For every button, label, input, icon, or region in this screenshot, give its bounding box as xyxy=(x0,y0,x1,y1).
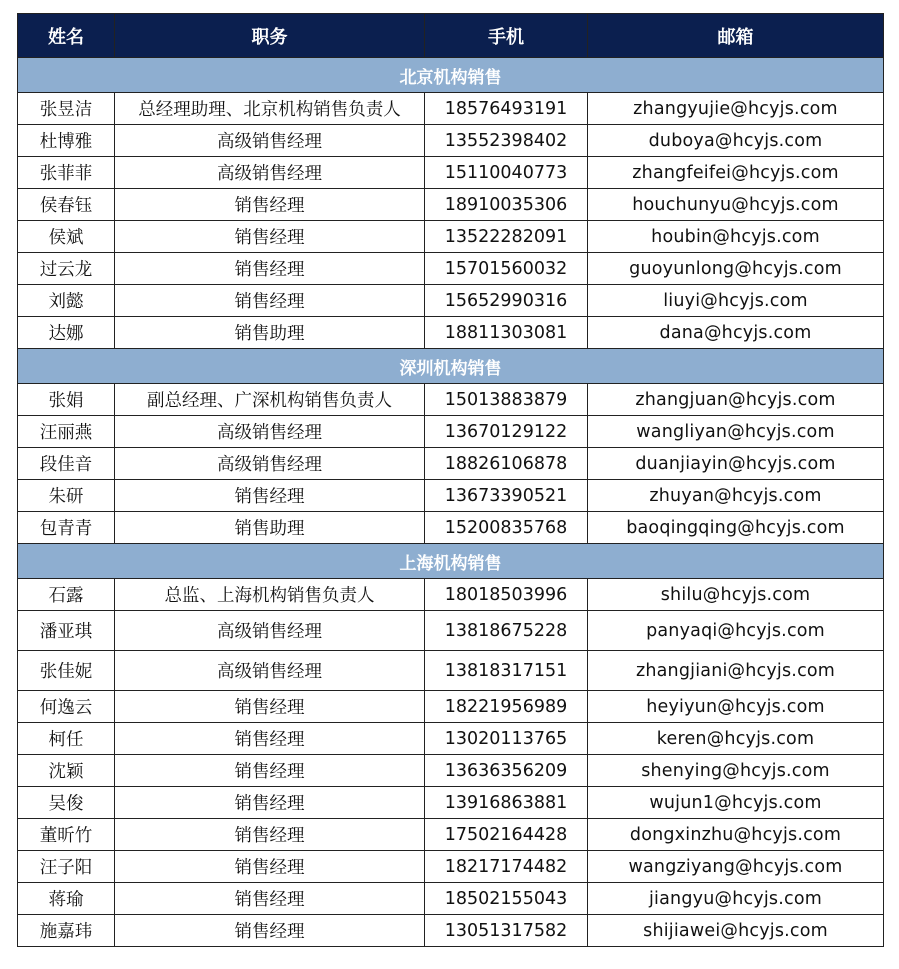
title-cell: 销售经理 xyxy=(115,819,425,851)
name-cell: 吴俊 xyxy=(18,787,115,819)
name-cell: 达娜 xyxy=(18,317,115,349)
name-cell: 包青青 xyxy=(18,512,115,544)
table-body xyxy=(18,58,884,947)
section-row xyxy=(18,58,884,93)
name-cell: 段佳音 xyxy=(18,448,115,480)
email-cell: jiangyu@hcyjs.com xyxy=(588,883,884,915)
table-row xyxy=(18,253,884,285)
title-cell: 销售经理 xyxy=(115,221,425,253)
phone-cell: 15013883879 xyxy=(425,384,588,416)
email-cell: zhangjuan@hcyjs.com xyxy=(588,384,884,416)
name-cell: 施嘉玮 xyxy=(18,915,115,947)
email-cell: liuyi@hcyjs.com xyxy=(588,285,884,317)
name-cell: 张娟 xyxy=(18,384,115,416)
table-row xyxy=(18,285,884,317)
name-cell: 刘懿 xyxy=(18,285,115,317)
table-row xyxy=(18,691,884,723)
table-row xyxy=(18,787,884,819)
title-cell: 销售经理 xyxy=(115,755,425,787)
phone-cell: 13673390521 xyxy=(425,480,588,512)
email-cell: heyiyun@hcyjs.com xyxy=(588,691,884,723)
email-cell: wujun1@hcyjs.com xyxy=(588,787,884,819)
title-cell: 销售经理 xyxy=(115,723,425,755)
table-row xyxy=(18,317,884,349)
phone-cell: 15110040773 xyxy=(425,157,588,189)
title-cell: 高级销售经理 xyxy=(115,651,425,691)
title-cell: 高级销售经理 xyxy=(115,157,425,189)
header-row xyxy=(18,14,884,58)
phone-cell: 18910035306 xyxy=(425,189,588,221)
phone-cell: 18576493191 xyxy=(425,93,588,125)
phone-cell: 13552398402 xyxy=(425,125,588,157)
table-row xyxy=(18,915,884,947)
email-cell: duanjiayin@hcyjs.com xyxy=(588,448,884,480)
phone-cell: 13670129122 xyxy=(425,416,588,448)
table-row xyxy=(18,723,884,755)
name-cell: 柯任 xyxy=(18,723,115,755)
name-cell: 蒋瑜 xyxy=(18,883,115,915)
email-cell: zhangfeifei@hcyjs.com xyxy=(588,157,884,189)
email-cell: panyaqi@hcyjs.com xyxy=(588,611,884,651)
header-phone: 手机 xyxy=(425,14,588,58)
name-cell: 汪丽燕 xyxy=(18,416,115,448)
title-cell: 销售经理 xyxy=(115,851,425,883)
section-row xyxy=(18,349,884,384)
name-cell: 何逸云 xyxy=(18,691,115,723)
section-title: 上海机构销售 xyxy=(18,544,884,579)
title-cell: 高级销售经理 xyxy=(115,125,425,157)
name-cell: 朱研 xyxy=(18,480,115,512)
phone-cell: 13916863881 xyxy=(425,787,588,819)
name-cell: 张佳妮 xyxy=(18,651,115,691)
title-cell: 高级销售经理 xyxy=(115,448,425,480)
phone-cell: 18018503996 xyxy=(425,579,588,611)
email-cell: keren@hcyjs.com xyxy=(588,723,884,755)
email-cell: wangliyan@hcyjs.com xyxy=(588,416,884,448)
name-cell: 汪子阳 xyxy=(18,851,115,883)
table-row xyxy=(18,512,884,544)
email-cell: zhangjiani@hcyjs.com xyxy=(588,651,884,691)
title-cell: 销售经理 xyxy=(115,253,425,285)
phone-cell: 13020113765 xyxy=(425,723,588,755)
table-row xyxy=(18,579,884,611)
table-row xyxy=(18,157,884,189)
table-row xyxy=(18,384,884,416)
phone-cell: 13051317582 xyxy=(425,915,588,947)
email-cell: zhangyujie@hcyjs.com xyxy=(588,93,884,125)
email-cell: houchunyu@hcyjs.com xyxy=(588,189,884,221)
title-cell: 销售经理 xyxy=(115,883,425,915)
name-cell: 过云龙 xyxy=(18,253,115,285)
title-cell: 销售助理 xyxy=(115,512,425,544)
title-cell: 销售经理 xyxy=(115,787,425,819)
name-cell: 潘亚琪 xyxy=(18,611,115,651)
phone-cell: 18811303081 xyxy=(425,317,588,349)
title-cell: 销售经理 xyxy=(115,285,425,317)
contact-table-container xyxy=(17,13,883,947)
table-row xyxy=(18,755,884,787)
phone-cell: 13636356209 xyxy=(425,755,588,787)
section-title: 深圳机构销售 xyxy=(18,349,884,384)
table-row xyxy=(18,416,884,448)
phone-cell: 18502155043 xyxy=(425,883,588,915)
phone-cell: 18826106878 xyxy=(425,448,588,480)
title-cell: 高级销售经理 xyxy=(115,416,425,448)
phone-cell: 17502164428 xyxy=(425,819,588,851)
email-cell: guoyunlong@hcyjs.com xyxy=(588,253,884,285)
phone-cell: 13522282091 xyxy=(425,221,588,253)
table-row xyxy=(18,851,884,883)
phone-cell: 13818317151 xyxy=(425,651,588,691)
name-cell: 侯斌 xyxy=(18,221,115,253)
email-cell: shilu@hcyjs.com xyxy=(588,579,884,611)
title-cell: 高级销售经理 xyxy=(115,611,425,651)
header-name: 姓名 xyxy=(18,14,115,58)
email-cell: dana@hcyjs.com xyxy=(588,317,884,349)
title-cell: 销售经理 xyxy=(115,915,425,947)
header-title: 职务 xyxy=(115,14,425,58)
email-cell: duboya@hcyjs.com xyxy=(588,125,884,157)
email-cell: wangziyang@hcyjs.com xyxy=(588,851,884,883)
title-cell: 销售助理 xyxy=(115,317,425,349)
phone-cell: 18221956989 xyxy=(425,691,588,723)
sales-contact-table xyxy=(17,13,884,947)
header-email: 邮箱 xyxy=(588,14,884,58)
name-cell: 沈颖 xyxy=(18,755,115,787)
name-cell: 董昕竹 xyxy=(18,819,115,851)
table-row xyxy=(18,221,884,253)
title-cell: 副总经理、广深机构销售负责人 xyxy=(115,384,425,416)
name-cell: 张菲菲 xyxy=(18,157,115,189)
table-row xyxy=(18,819,884,851)
title-cell: 销售经理 xyxy=(115,480,425,512)
table-row xyxy=(18,125,884,157)
table-row xyxy=(18,448,884,480)
table-row xyxy=(18,611,884,651)
name-cell: 石露 xyxy=(18,579,115,611)
section-title: 北京机构销售 xyxy=(18,58,884,93)
title-cell: 销售经理 xyxy=(115,691,425,723)
title-cell: 销售经理 xyxy=(115,189,425,221)
email-cell: dongxinzhu@hcyjs.com xyxy=(588,819,884,851)
email-cell: zhuyan@hcyjs.com xyxy=(588,480,884,512)
phone-cell: 13818675228 xyxy=(425,611,588,651)
email-cell: baoqingqing@hcyjs.com xyxy=(588,512,884,544)
table-row xyxy=(18,883,884,915)
table-row xyxy=(18,480,884,512)
email-cell: shijiawei@hcyjs.com xyxy=(588,915,884,947)
name-cell: 张昱洁 xyxy=(18,93,115,125)
phone-cell: 15200835768 xyxy=(425,512,588,544)
section-row xyxy=(18,544,884,579)
table-row xyxy=(18,651,884,691)
title-cell: 总经理助理、北京机构销售负责人 xyxy=(115,93,425,125)
table-row xyxy=(18,189,884,221)
title-cell: 总监、上海机构销售负责人 xyxy=(115,579,425,611)
phone-cell: 15652990316 xyxy=(425,285,588,317)
email-cell: houbin@hcyjs.com xyxy=(588,221,884,253)
name-cell: 侯春钰 xyxy=(18,189,115,221)
name-cell: 杜博雅 xyxy=(18,125,115,157)
email-cell: shenying@hcyjs.com xyxy=(588,755,884,787)
table-row xyxy=(18,93,884,125)
phone-cell: 18217174482 xyxy=(425,851,588,883)
phone-cell: 15701560032 xyxy=(425,253,588,285)
